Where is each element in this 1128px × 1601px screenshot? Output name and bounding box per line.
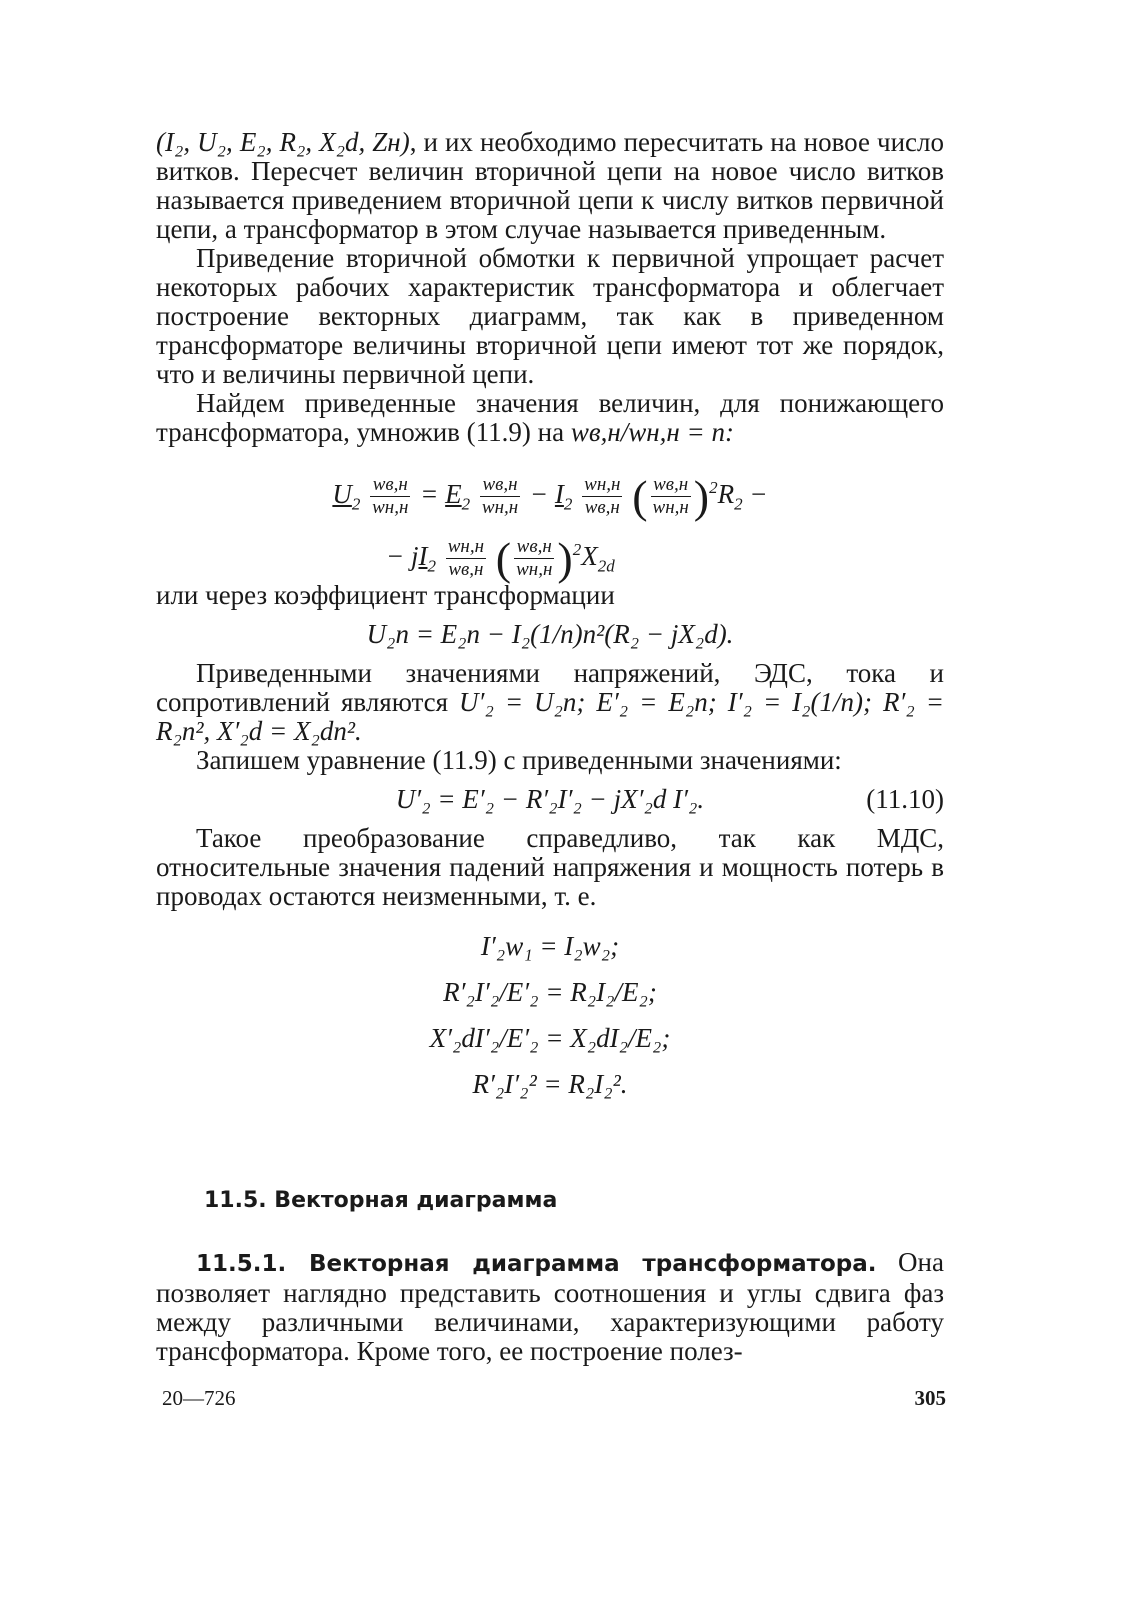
identity-1: I′₂w₁ = I₂w₂; xyxy=(480,931,620,961)
paragraph-3 xyxy=(156,389,944,447)
identity-3: X′₂dI′₂/E′₂ = X₂dI₂/E₂; xyxy=(429,1023,671,1053)
paragraph-3-text: Найдем приведенные значения величин, для понижающего трансформатора, умножив (11.9) на xyxy=(156,388,944,447)
paragraph-1-text: , и их необходимо пересчитать на новое число витков. Пересчет величин вторичной цепи на новое число витков называется приведением вторичной цепи к числу витков первичной цепи, а трансформатор в этом случае называется приведенным. xyxy=(156,127,945,244)
fraction: $\frac{wв,н}{wн,н}$ xyxy=(516,536,553,581)
formula-reduced xyxy=(156,785,944,814)
fraction: $\frac{wв,н}{wн,н}$ xyxy=(372,474,409,519)
paragraph-5 xyxy=(156,659,944,746)
printer-signature: 20—726 xyxy=(162,1386,236,1410)
paragraph-6: Запишем уравнение (11.9) с приведенными значениями: xyxy=(196,745,842,775)
paragraph-7: Такое преобразование справедливо, так как МДС, относительные значения падений напряжения и мощность потерь в проводах остаются неизменными, т. е. xyxy=(156,823,944,911)
fraction: $\frac{wв,н}{wн,н}$ xyxy=(481,474,519,519)
subsection-text: Она позволяет наглядно представить соотношения и углы сдвига фаз между различными величинами, характеризующими работу трансформатора. Кроме того, ее построение полез- xyxy=(156,1247,944,1366)
paragraph-5-text: Приведенными значениями напряжений, ЭДС, тока и сопротивлений являются xyxy=(156,658,944,717)
formula-reduced-expression: U′₂ = E′₂ − R′₂I′₂ − jX′₂d I′₂. xyxy=(395,784,705,814)
ratio-definition: wв,н/wн,н = n: xyxy=(570,417,734,447)
formula-line-1: $U_2$ $\frac{wв,н}{wн,н}$ = $E_2$ $\frac{wв,н}{wн,н}$ − $I_2$ $\frac{wн,н}{wв,н}$ ( $\frac{wв,н}{wн,н}$ )$^2R_2$ − xyxy=(332,470,768,522)
paragraph-1 xyxy=(156,128,944,244)
fraction: $\frac{wн,н}{wв,н}$ xyxy=(447,536,485,581)
main-text xyxy=(156,128,944,1107)
identity-2: R′₂I′₂/E′₂ = R₂I₂/E₂; xyxy=(443,977,657,1007)
fraction: $\frac{wн,н}{wв,н}$ xyxy=(584,474,621,519)
paragraph-4: или через коэффициент трансформации xyxy=(156,580,615,610)
secondary-quantities: (I₂, U₂, E₂, R₂, X₂d, Zн) xyxy=(156,127,410,157)
formula-transform: U₂n = E₂n − I₂(1/n)n²(R₂ − jX₂d). xyxy=(366,619,734,649)
equation-number: (11.10) xyxy=(866,784,944,814)
fraction: $\frac{wв,н}{wн,н}$ xyxy=(652,474,689,519)
reduced-values: U′₂ = U₂n; E′₂ = E₂n; I′₂ = I₂(1/n); R′₂ = R₂n², X′₂d = X₂dn². xyxy=(156,687,944,746)
identity-4: R′₂I′₂² = R₂I₂². xyxy=(472,1069,628,1099)
subsection-paragraph xyxy=(156,1248,944,1366)
paragraph-2: Приведение вторичной обмотки к первичной упрощает расчет некоторых рабочих характеристик трансформатора и облегчает построение векторных диаграмм, так как в приведенном трансформаторе величины вторичной цепи имеют тот же порядок, что и величины первичной цепи. xyxy=(156,243,944,389)
formula-line-2: − $jI_2$ $\frac{wн,н}{wв,н}$ ( $\frac{wв,н}{wн,н}$ )$^2X_{2d}$ xyxy=(386,532,615,584)
page-number: 305 xyxy=(914,1386,946,1410)
identities-block xyxy=(156,923,944,1107)
section-heading: 11.5. Векторная диаграмма xyxy=(204,1188,558,1213)
subsection-title: 11.5.1. Векторная диаграмма трансформатора. xyxy=(196,1251,877,1277)
